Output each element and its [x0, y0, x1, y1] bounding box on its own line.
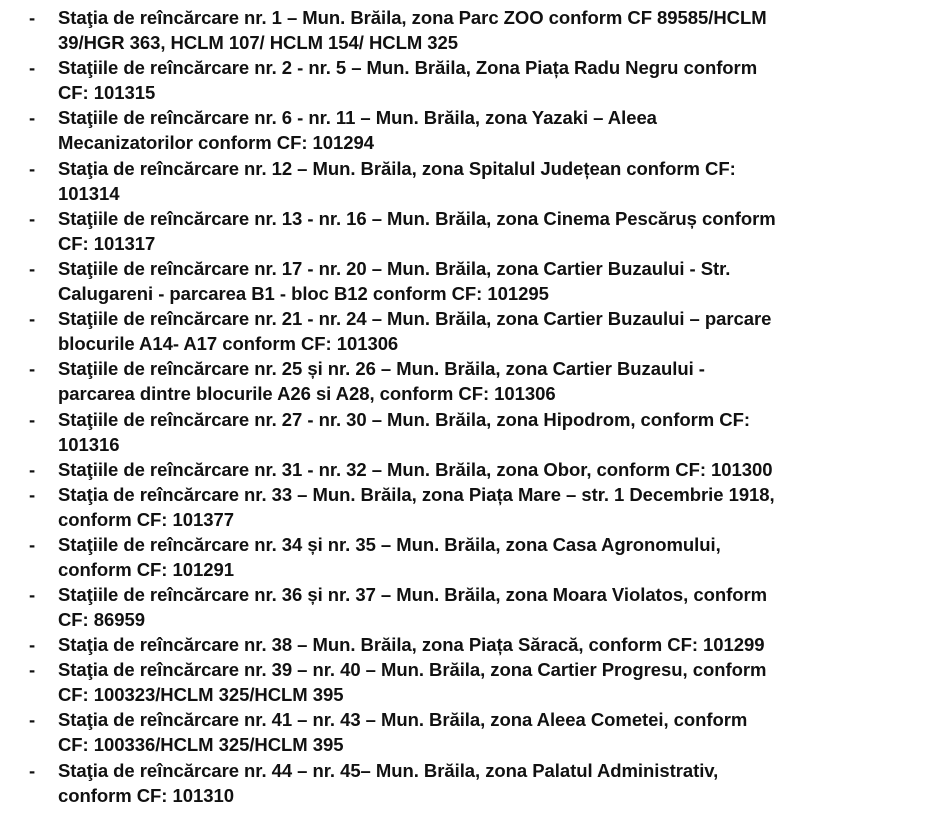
list-item-text — [58, 657, 920, 707]
list-item-line: Staţia de reîncărcare nr. 1 – Mun. Brăila, zona Parc ZOO conform CF 89585/HCLM — [58, 7, 767, 28]
list-item-line: Staţiile de reîncărcare nr. 6 - nr. 11 – Mun. Brăila, zona Yazaki – Aleea — [58, 107, 657, 129]
list-item-line: conform CF: 101377 — [58, 508, 234, 530]
list-item-line: Staţia de reîncărcare nr. 12 – Mun. Brăila, zona Spitalul Județean conform CF: — [58, 157, 736, 179]
list-dash: - — [29, 157, 36, 179]
list-item-text — [58, 156, 920, 206]
list-item — [0, 457, 937, 482]
list-dash: - — [29, 533, 36, 555]
list-item-text — [58, 206, 920, 256]
list-item-text — [58, 482, 920, 532]
list-item-line: CF: 100336/HCLM 325/HCLM 395 — [58, 734, 344, 756]
list-item-line: Staţia de reîncărcare nr. 39 – nr. 40 – Mun. Brăila, zona Cartier Progresu, conform — [58, 659, 767, 681]
list-item — [0, 306, 937, 356]
charging-stations-list — [0, 5, 937, 808]
list-item-line: Staţiile de reîncărcare nr. 2 - nr. 5 – Mun. Brăila, Zona Piața Radu Negru conform — [58, 57, 758, 79]
list-dash: - — [29, 107, 36, 129]
list-item-line: CF: 101315 — [58, 82, 156, 104]
list-item-text — [58, 5, 920, 55]
list-item — [0, 582, 937, 632]
list-item — [0, 105, 937, 155]
list-dash: - — [29, 57, 36, 79]
list-dash: - — [29, 709, 36, 731]
list-item-line: Staţia de reîncărcare nr. 38 – Mun. Brăila, zona Piața Săracă, conform CF: 101299 — [58, 634, 765, 656]
list-item — [0, 5, 937, 55]
list-item-text — [58, 582, 920, 632]
list-item-line: Staţia de reîncărcare nr. 44 – nr. 45– Mun. Brăila, zona Palatul Administrativ, — [58, 759, 719, 781]
list-item — [0, 256, 937, 306]
list-item-line: conform CF: 101310 — [58, 784, 234, 806]
list-item-text — [58, 105, 920, 155]
list-dash: - — [29, 458, 36, 480]
list-item-line: Mecanizatorilor conform CF: 101294 — [58, 132, 374, 154]
list-item-line: CF: 100323/HCLM 325/HCLM 395 — [58, 684, 344, 706]
list-item-text — [58, 707, 920, 757]
list-item — [0, 356, 937, 406]
list-item-text — [58, 256, 920, 306]
list-item-line: Staţiile de reîncărcare nr. 31 - nr. 32 – Mun. Brăila, zona Obor, conform CF: 101300 — [58, 458, 773, 480]
list-dash: - — [29, 408, 36, 430]
list-dash: - — [29, 308, 36, 330]
list-item — [0, 407, 937, 457]
list-item-text — [58, 55, 920, 105]
list-item — [0, 482, 937, 532]
list-item — [0, 707, 937, 757]
list-item-text — [58, 758, 920, 808]
list-item — [0, 758, 937, 808]
list-item-line: Staţia de reîncărcare nr. 41 – nr. 43 – Mun. Brăila, zona Aleea Cometei, conform — [58, 709, 748, 731]
list-item — [0, 632, 937, 657]
list-item-line: Staţiile de reîncărcare nr. 13 - nr. 16 – Mun. Brăila, zona Cinema Pescăruș conform — [58, 207, 776, 229]
list-item-line: Staţiile de reîncărcare nr. 34 și nr. 35 – Mun. Brăila, zona Casa Agronomului, — [58, 533, 721, 555]
list-item-text — [58, 306, 920, 356]
list-dash: - — [29, 207, 36, 229]
list-item-line: 39/HGR 363, HCLM 107/ HCLM 154/ HCLM 325 — [58, 32, 458, 53]
list-item-line: CF: 101317 — [58, 232, 156, 254]
list-dash: - — [29, 358, 36, 380]
list-item-line: Staţiile de reîncărcare nr. 21 - nr. 24 – Mun. Brăila, zona Cartier Buzaului – parcare — [58, 308, 772, 330]
list-item-line: parcarea dintre blocurile A26 si A28, conform CF: 101306 — [58, 383, 556, 405]
list-dash: - — [29, 659, 36, 681]
list-item — [0, 206, 937, 256]
list-item-line: 101314 — [58, 182, 120, 204]
list-item-line: Staţiile de reîncărcare nr. 36 și nr. 37 – Mun. Brăila, zona Moara Violatos, conform — [58, 584, 767, 606]
list-item-text — [58, 356, 920, 406]
list-item-text — [58, 632, 920, 657]
list-item-line: 101316 — [58, 433, 120, 455]
list-dash: - — [29, 7, 36, 28]
list-item — [0, 657, 937, 707]
list-item — [0, 156, 937, 206]
list-item-line: CF: 86959 — [58, 609, 145, 631]
list-item-line: Calugareni - parcarea B1 - bloc B12 conform CF: 101295 — [58, 282, 549, 304]
list-dash: - — [29, 257, 36, 279]
list-item-line: Staţia de reîncărcare nr. 33 – Mun. Brăila, zona Piața Mare – str. 1 Decembrie 1918, — [58, 483, 775, 505]
list-item-text — [58, 457, 920, 482]
list-item-line: Staţiile de reîncărcare nr. 17 - nr. 20 – Mun. Brăila, zona Cartier Buzaului - Str. — [58, 257, 731, 279]
list-item-text — [58, 407, 920, 457]
list-dash: - — [29, 759, 36, 781]
list-item-line: Staţiile de reîncărcare nr. 25 și nr. 26 – Mun. Brăila, zona Cartier Buzaului - — [58, 358, 705, 380]
list-item-text — [58, 532, 920, 582]
list-item — [0, 55, 937, 105]
list-dash: - — [29, 634, 36, 656]
list-item-line: blocurile A14- A17 conform CF: 101306 — [58, 333, 399, 355]
list-item-line: conform CF: 101291 — [58, 558, 234, 580]
list-item — [0, 532, 937, 582]
list-dash: - — [29, 483, 36, 505]
list-item-line: Staţiile de reîncărcare nr. 27 - nr. 30 – Mun. Brăila, zona Hipodrom, conform CF: — [58, 408, 750, 430]
list-dash: - — [29, 584, 36, 606]
